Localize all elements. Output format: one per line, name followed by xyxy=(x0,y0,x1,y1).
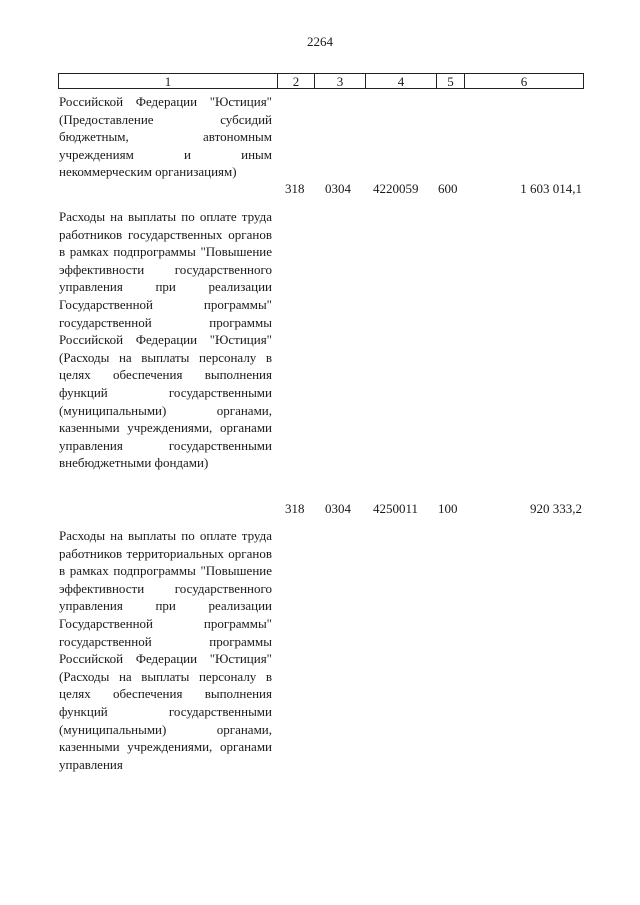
table-row xyxy=(59,208,272,472)
header-col-5: 5 xyxy=(436,73,465,89)
header-col-3: 3 xyxy=(314,73,366,89)
row-description: Расходы на выплаты по оплате труда работников территориальных органов в рамках подпрограммы "Повышение эффективности государственного управления при реализации Государственной программы" государственной программы Российской Федерации "Юстиция" (Расходы на выплаты персоналу в целях обеспечения выполнения функций государственными (муниципальными) органами, казенными учреждениями, органами управления xyxy=(59,528,272,772)
row-description: Российской Федерации "Юстиция" (Предоставление субсидий бюджетным, автономным учреждениям и иным некоммерческим организациям) xyxy=(59,94,272,180)
cell-target-article: 4220059 xyxy=(373,181,419,196)
cell-expense-type: 600 xyxy=(438,181,458,196)
cell-expense-type: 100 xyxy=(438,501,458,516)
cell-razdel: 0304 xyxy=(325,181,351,196)
cell-amount: 1 603 014,1 xyxy=(520,181,582,196)
cell-amount: 920 333,2 xyxy=(530,501,582,516)
cell-glava: 318 xyxy=(285,181,305,196)
cell-razdel: 0304 xyxy=(325,501,351,516)
header-col-4: 4 xyxy=(365,73,437,89)
cell-target-article: 4250011 xyxy=(373,501,419,516)
header-col-2: 2 xyxy=(277,73,315,89)
table-row xyxy=(59,527,272,773)
cell-glava: 318 xyxy=(285,501,305,516)
header-col-1: 1 xyxy=(58,73,278,89)
table-row xyxy=(59,93,272,181)
page-number: 2264 xyxy=(307,34,333,49)
row-description: Расходы на выплаты по оплате труда работников государственных органов в рамках подпрограммы "Повышение эффективности государственного управления при реализации Государственной программы" государственной программы Российской Федерации "Юстиция" (Расходы на выплаты персоналу в целях обеспечения выполнения функций государственными (муниципальными) органами, казенными учреждениями, органами управления государственными внебюджетными фондами) xyxy=(59,209,272,471)
header-col-6: 6 xyxy=(464,73,584,89)
